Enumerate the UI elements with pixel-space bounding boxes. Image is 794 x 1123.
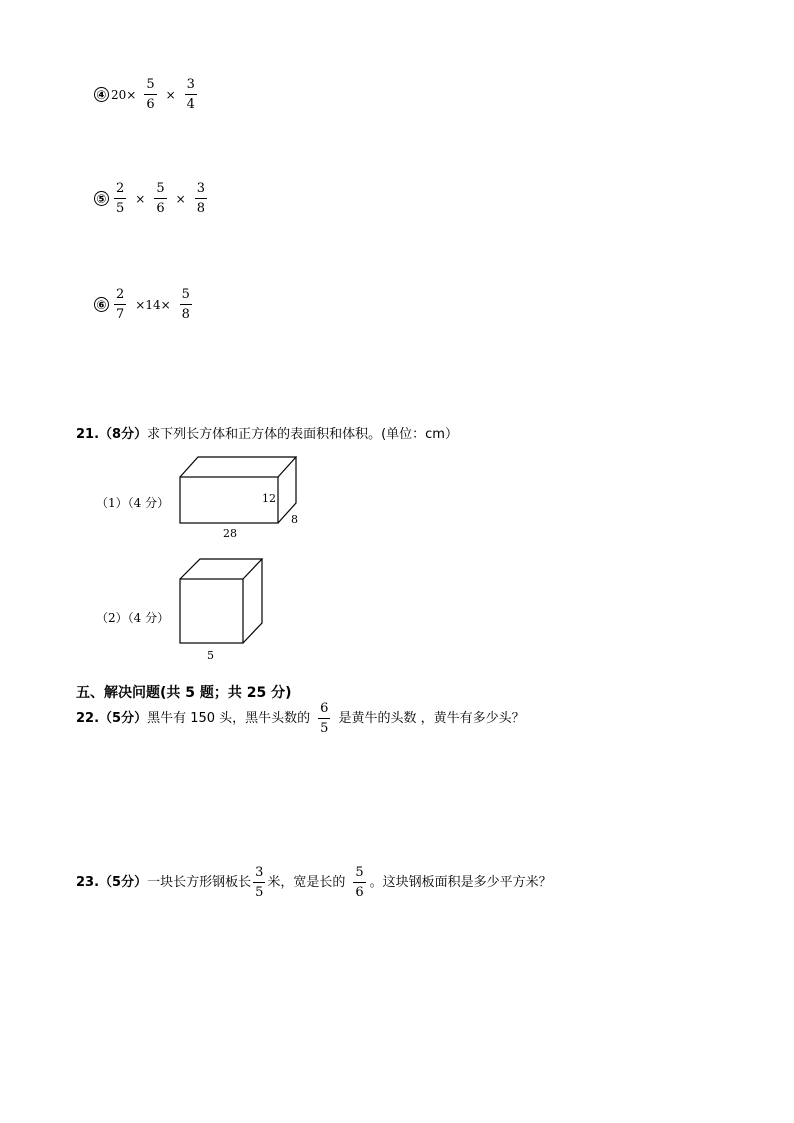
fraction: $\frac{5}{6}$ bbox=[355, 865, 364, 900]
question-text: 黑牛有 150 头，黑牛头数的 bbox=[147, 711, 311, 726]
sub-question-2-label: （2）（4 分） bbox=[96, 611, 170, 625]
cube-top-face bbox=[180, 559, 262, 579]
exercise-6 bbox=[94, 288, 195, 321]
question-text: 求下列长方体和正方体的表面积和体积。(单位：cm） bbox=[147, 427, 458, 442]
fraction: $\frac{3}{8}$ bbox=[196, 181, 205, 216]
fraction: $\frac{6}{5}$ bbox=[320, 701, 329, 736]
exercise-5 bbox=[94, 182, 210, 215]
question-text-cont: 。这块钢板面积是多少平方米？ bbox=[369, 875, 552, 890]
fraction: $\frac{5}{6}$ bbox=[146, 77, 155, 112]
fraction: $\frac{2}{5}$ bbox=[116, 181, 125, 216]
fraction: $\frac{5}{8}$ bbox=[181, 287, 190, 322]
exercise-6-marker: ⑥ bbox=[94, 297, 109, 312]
multiply-sign: × bbox=[135, 191, 146, 206]
exercise-4-term: 20× bbox=[111, 87, 137, 102]
exercise-4-marker: ④ bbox=[94, 87, 109, 102]
question-number: 22. bbox=[76, 711, 100, 726]
question-number: 23. bbox=[76, 875, 100, 890]
question-number: 21. bbox=[76, 427, 100, 442]
cube-side-face bbox=[243, 559, 262, 643]
cuboid-figure bbox=[170, 452, 310, 544]
multiply-sign: × bbox=[165, 87, 176, 102]
cuboid-length-label: 28 bbox=[223, 527, 237, 540]
cube-edge-label: 5 bbox=[207, 649, 214, 662]
exercise-5-marker: ⑤ bbox=[94, 191, 109, 206]
fraction: $\frac{2}{7}$ bbox=[116, 287, 125, 322]
exercise-4 bbox=[94, 78, 200, 111]
sub-question-1-label: （1）（4 分） bbox=[96, 496, 170, 510]
section-heading: 五、解决问题(共 5 题；共 25 分) bbox=[76, 685, 292, 701]
question-text-cont: 是黄牛的头数 ，黄牛有多少头？ bbox=[338, 711, 525, 726]
cuboid-top-face bbox=[180, 457, 296, 477]
question-22 bbox=[76, 702, 525, 735]
question-text: 一块长方形钢板长 bbox=[147, 875, 252, 890]
multiply-sign: × bbox=[175, 191, 186, 206]
question-21 bbox=[76, 428, 458, 441]
fraction: $\frac{3}{4}$ bbox=[186, 77, 195, 112]
fraction: $\frac{5}{6}$ bbox=[156, 181, 165, 216]
question-score: （8分） bbox=[99, 427, 148, 442]
cuboid-height-label: 12 bbox=[262, 492, 276, 505]
question-score: （5分） bbox=[99, 711, 148, 726]
question-text-mid: 米，宽是长的 bbox=[267, 875, 346, 890]
question-score: （5分） bbox=[99, 875, 148, 890]
exercise-6-term: ×14× bbox=[135, 297, 171, 312]
cube-front-face bbox=[180, 579, 243, 643]
question-23 bbox=[76, 866, 552, 899]
cube-figure bbox=[170, 555, 270, 665]
fraction: $\frac{3}{5}$ bbox=[255, 865, 264, 900]
cuboid-depth-label: 8 bbox=[291, 513, 298, 526]
